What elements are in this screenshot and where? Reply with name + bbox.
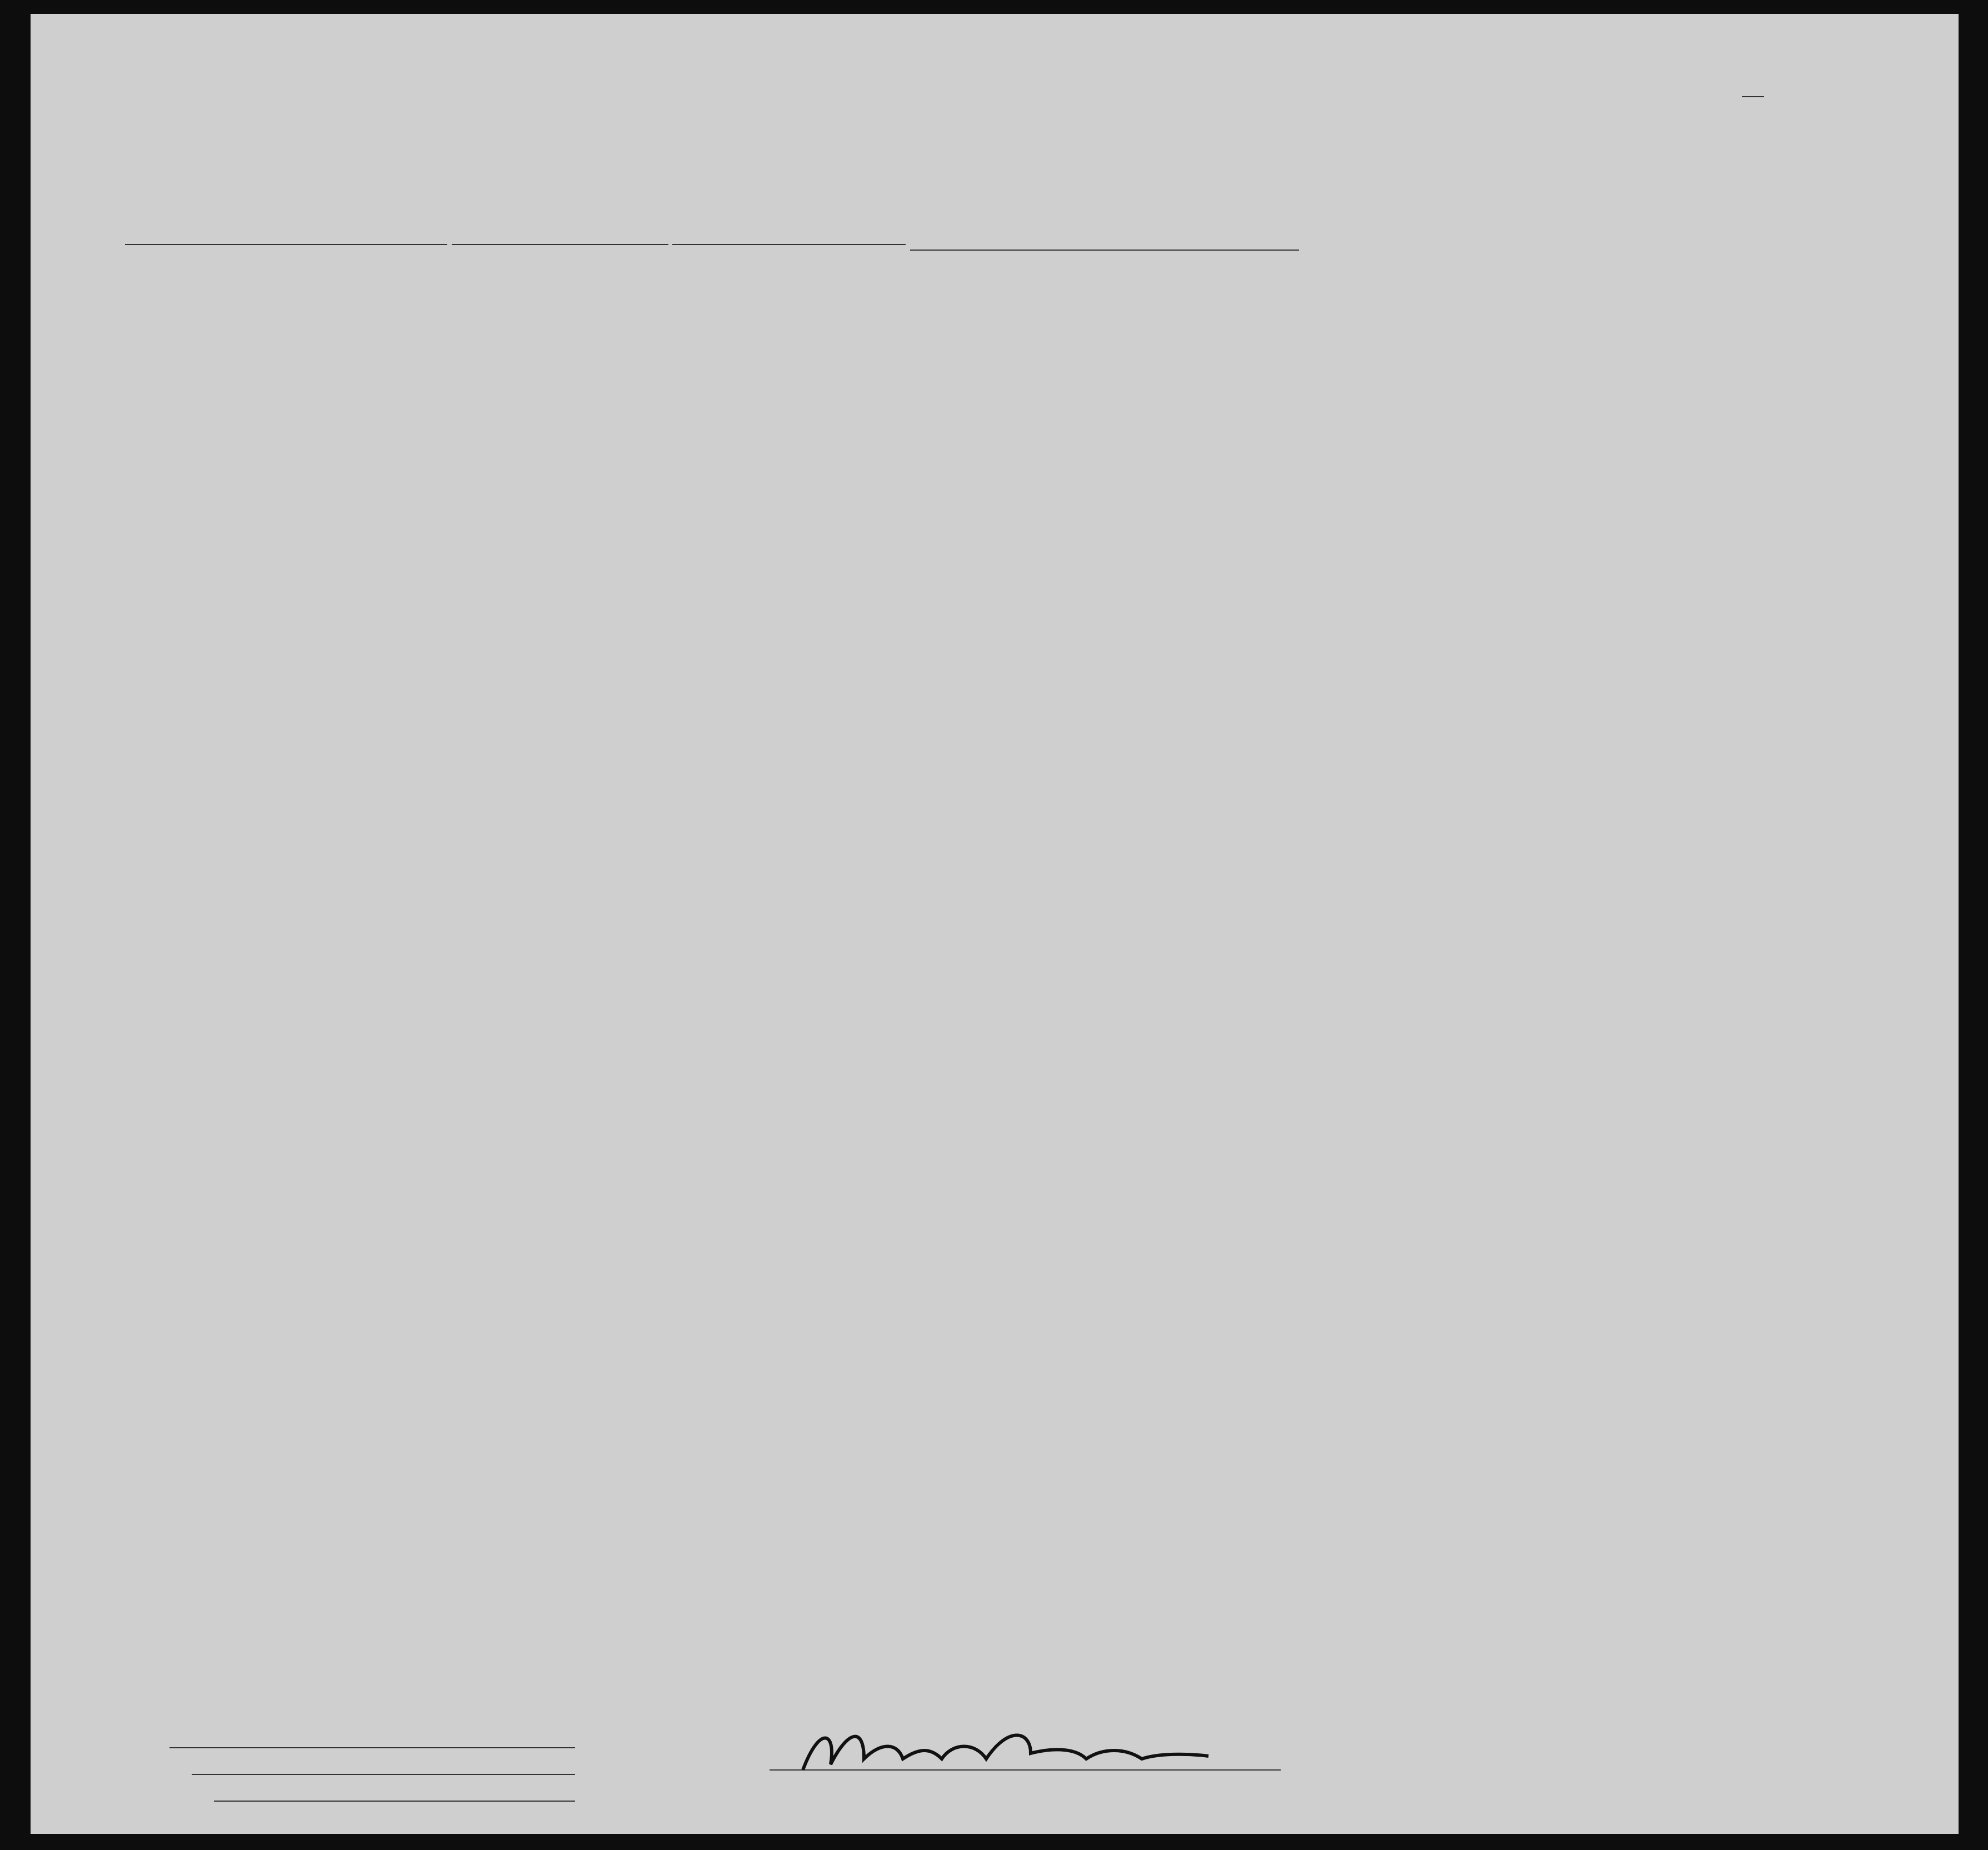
manifest-sheet — [31, 14, 1959, 1834]
footer-lines — [31, 14, 1959, 1834]
inspector-signature — [803, 1736, 1208, 1771]
